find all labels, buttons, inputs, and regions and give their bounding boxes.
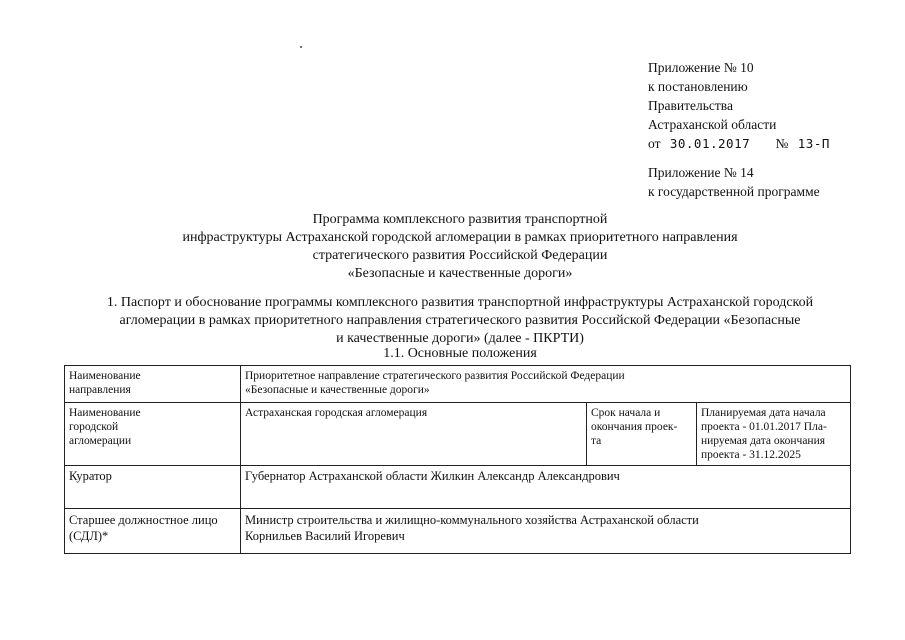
number-prefix: № — [775, 136, 789, 151]
resolution-number: 13-П — [797, 136, 830, 151]
appendix-14-line: Приложение № 14 — [648, 165, 754, 180]
appendix-number-line: Приложение № 10 — [648, 60, 754, 75]
term-label-cell: Срок начала и окончания проек- та — [587, 403, 697, 466]
section-title-line: и качественные дороги» (далее - ПКРТИ) — [336, 331, 584, 346]
agglomeration-value-cell: Астраханская городская агломерация — [241, 403, 587, 466]
subsection-title: 1.1. Основные положения — [383, 346, 537, 361]
resolution-date-line — [648, 134, 830, 153]
direction-label-cell: Наименование направления — [65, 366, 241, 403]
passport-table — [64, 365, 851, 554]
scan-speck — [300, 46, 302, 48]
table-row — [65, 403, 851, 466]
program-title — [40, 211, 880, 283]
table-row — [65, 466, 851, 509]
term-value-cell: Планируемая дата начала проекта - 01.01.2017 Пла- нируемая дата окончания проекта - 31.12.2025 — [697, 403, 851, 466]
section-title — [40, 294, 880, 348]
curator-label-cell: Куратор — [65, 466, 241, 509]
resolution-date: 30.01.2017 — [669, 136, 751, 151]
curator-value-cell: Губернатор Астраханской области Жилкин Александр Александрович — [241, 466, 851, 509]
official-label-cell: Старшее должностное лицо (СДЛ)* — [65, 509, 241, 554]
state-program-line: к государственной программе — [648, 184, 820, 199]
agglomeration-label-cell: Наименование городской агломерации — [65, 403, 241, 466]
program-title-line: «Безопасные и качественные дороги» — [347, 266, 573, 281]
section-title-line: агломерации в рамках приоритетного направления стратегического развития Российской Федерации «Безопасные — [119, 313, 801, 328]
program-title-line: стратегического развития Российской Федерации — [312, 248, 608, 263]
direction-value-cell: Приоритетное направление стратегического развития Российской Федерации «Безопасные и качественные дороги» — [241, 366, 851, 403]
table-row — [65, 509, 851, 554]
section-title-line: 1. Паспорт и обоснование программы комплексного развития транспортной инфраструктуры Астраханской городской — [106, 295, 814, 310]
official-value-cell: Министр строительства и жилищно-коммунального хозяйства Астраханской области Корнильев Василий Игоревич — [241, 509, 851, 554]
appendix-header-block — [648, 58, 830, 153]
government-line: Правительства — [648, 98, 733, 113]
program-title-line: Программа комплексного развития транспортной — [312, 212, 608, 227]
resolution-line: к постановлению — [648, 79, 748, 94]
date-prefix: от — [648, 136, 661, 151]
region-line: Астраханской области — [648, 117, 777, 132]
table-row — [65, 366, 851, 403]
program-title-line: инфраструктуры Астраханской городской агломерации в рамках приоритетного направления — [182, 230, 738, 245]
appendix-program-block — [648, 163, 820, 201]
